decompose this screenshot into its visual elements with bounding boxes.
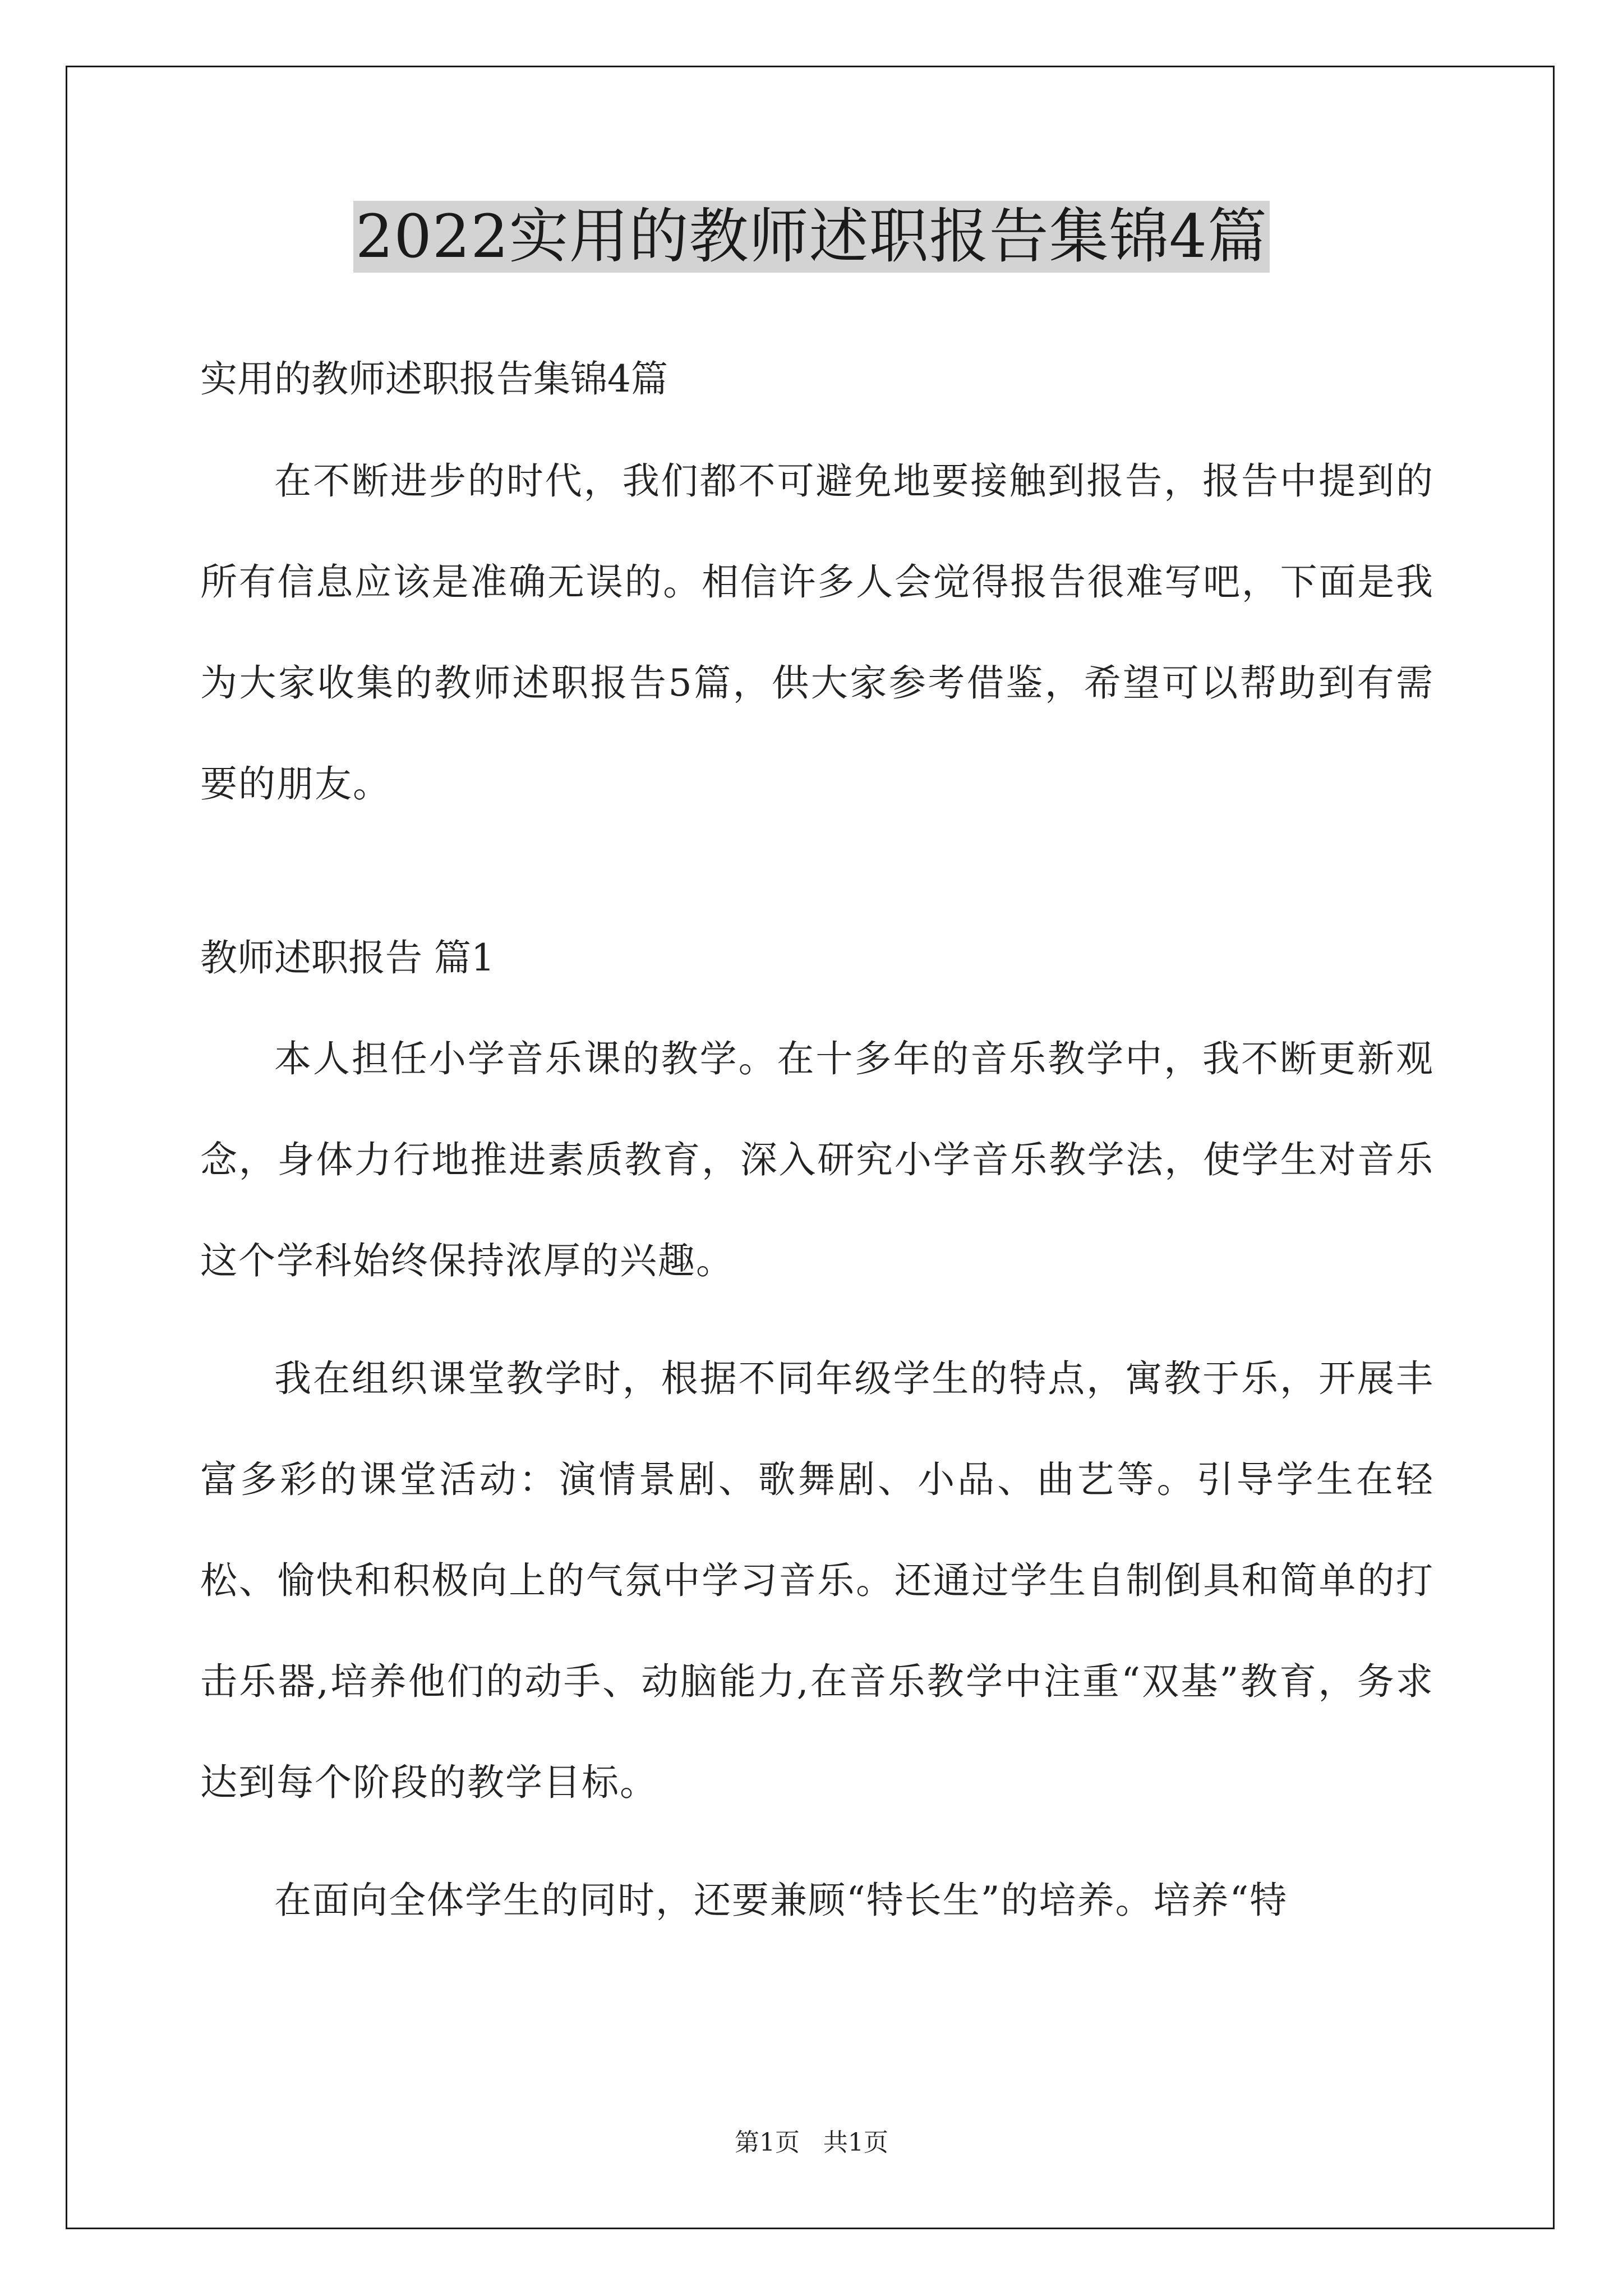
body-paragraph-1: 本人担任小学音乐课的教学。在十多年的音乐教学中，我不断更新观念，身体力行地推进素质教育，深入研究小学音乐教学法，使学生对音乐这个学科始终保持浓厚的兴趣。 [200, 1037, 1434, 1282]
document-body [200, 340, 1434, 1951]
body-paragraph-3: 在面向全体学生的同时，还要兼顾“特长生”的培养。培养“特 [274, 1879, 1288, 1922]
page-number: 第1页 [735, 2128, 800, 2157]
title-container [0, 201, 1623, 273]
spacer [200, 835, 1434, 919]
intro-paragraph: 在不断进步的时代，我们都不可避免地要接触到报告，报告中提到的所有信息应该是准确无误的。相信许多人会觉得报告很难写吧，下面是我为大家收集的教师述职报告5篇，供大家参考借鉴，希望可以帮助到有需要的朋友。 [200, 459, 1434, 806]
page-total: 共1页 [823, 2128, 888, 2157]
section-heading: 教师述职报告 篇1 [200, 936, 495, 979]
document-title: 2022实用的教师述职报告集锦4篇 [353, 201, 1270, 273]
document-subtitle: 实用的教师述职报告集锦4篇 [200, 357, 668, 401]
page-footer [0, 2122, 1623, 2158]
body-paragraph-2: 我在组织课堂教学时，根据不同年级学生的特点，寓教于乐，开展丰富多彩的课堂活动：演情景剧、歌舞剧、小品、曲艺等。引导学生在轻松、愉快和积极向上的气氛中学习音乐。还通过学生自制倒具和简单的打击乐器,培养他们的动手、动脑能力,在音乐教学中注重“双基”教育，务求达到每个阶段的教学目标。 [200, 1357, 1434, 1804]
